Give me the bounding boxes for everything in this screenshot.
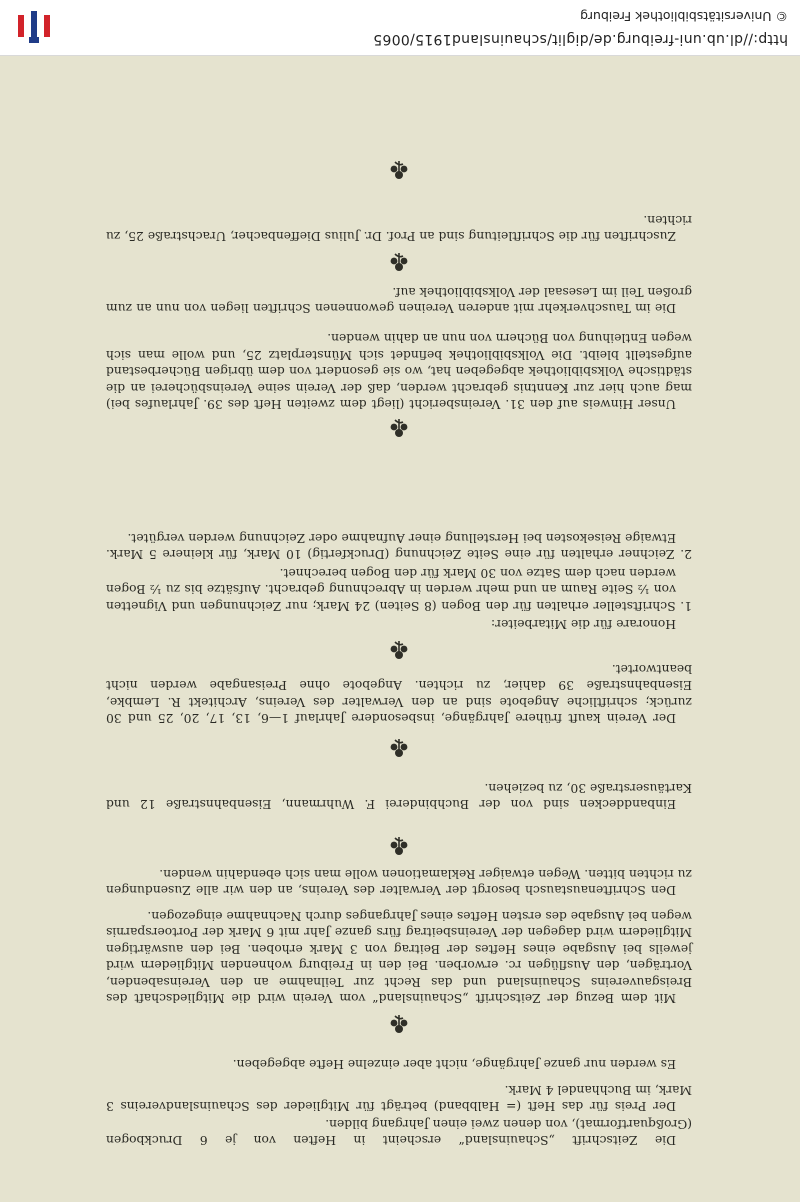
floral-ornament-icon: [386, 1012, 412, 1038]
ub-freiburg-logo: [14, 7, 54, 47]
paragraph-volumes: Es werden nur ganze Jahrgänge, nicht aber einzelne Hefte abgegeben.: [232, 1057, 676, 1071]
floral-ornament-icon: [386, 834, 412, 860]
paragraph-exchange: Den Schriftenaustausch besorgt der Verwalter des Vereins, an den wir alle Zusendungen zu richten bitten. Wegen etwaiger Reklamationen wolle man sich ebendahin wenden.: [106, 866, 692, 897]
digitization-footer: [0, 0, 800, 56]
paragraph-binding: Einbanddecken sind von der Buchbinderei F. Wuhrmann, Eisenbahnstraße 12 und Kartäuserstraße 30, zu beziehen.: [106, 780, 692, 811]
library-credit: © Universitätsbibliothek Freiburg: [580, 9, 788, 24]
paragraph-reading-room: Die im Tauschverkehr mit anderen Vereinen gewonnenen Schriften liegen von nun an zum großen Teil im Lesesaal der Volksbibliothek auf.: [106, 284, 692, 315]
paragraph-price: Der Preis für das Heft (= Halbband) beträgt für Mitglieder des Schauinslandvereins 3 Mark, im Buchhandel 4 Mark.: [106, 1082, 692, 1113]
source-url[interactable]: http://dl.ub.uni-freiburg.de/diglit/schauinsland1915/0065: [372, 31, 788, 47]
honorare-title: Honorare für die Mitarbeiter:: [491, 617, 676, 631]
paragraph-journal: Die Zeitschrift „Schauinsland“ erscheint in Heften von je 6 Druckbogen (Großquartformat), von denen zwei einen Jahrgang bilden.: [106, 1116, 692, 1147]
honorare-item-2: 2. Zeichner erhalten für eine Seite Zeichnung (Druckfertig) 10 Mark, für kleinere 5 Mark. Etwaige Reisekosten bei Herstellung einer Aufnahme oder Zeichnung werden vergütet.: [106, 530, 692, 562]
honorare-item-1: 1. Schriftsteller erhalten für den Bogen (8 Seiten) 24 Mark; nur Zeichnungen und Vignetten von ½ Seite Raum an und mehr werden in Abrechnung gebracht. Aufsätze bis zu ½ Bogen werden nach dem Satze von 30 Mark für den Bogen berechnet.: [106, 565, 692, 613]
floral-ornament-icon: [386, 638, 412, 664]
paragraph-buyback: Der Verein kauft frühere Jahrgänge, insbesondere Jahrlauf 1—6, 13, 17, 20, 25 und 30 zurück; schriftliche Angebote sind an den Verwalter des Vereins, Architekt R. Lembke, Eisenbahnstraße 39 dahier, zu richten. Angebote ohne Preisangabe werden nicht beantwortet.: [106, 661, 692, 725]
floral-ornament-icon: [386, 416, 412, 442]
floral-ornament-icon: [386, 736, 412, 762]
floral-ornament-icon: [386, 158, 412, 184]
section-honorare: [106, 530, 692, 632]
paragraph-membership: Mit dem Bezug der Zeitschrift „Schauinsland“ vom Verein wird die Mitgliedschaft des Breisgauvereins Schauinsland und das Recht zur Teilnahme an den Vereinsabenden, Vorträgen, den Ausflügen rc. erworben. Bei den in Freiburg wohnenden Mitgliedern wird jeweils bei Ausgabe eines Heftes der Beitrag von 3 Mark erhoben. Bei den auswärtigen Mitgliedern wird dagegen der Vereinsbeitrag fürs ganze Jahr mit 6 Mark der Portoersparnis wegen bei Ausgabe des ersten Heftes eines Jahrganges durch Nachnahme eingezogen.: [106, 908, 692, 1005]
paragraph-library: Unser Hinweis auf den 31. Vereinsbericht (liegt dem zweiten Heft des 39. Jahrlaufes bei) mag auch hier zur Kenntnis gebracht werden, daß der Verein seine Vereinsbücherei an die städtische Volksbibliothek abgegeben hat, wo sie gesondert von dem übrigen Bücherbestand aufgestellt bleibt. Die Volksbibliothek befindet sich Münsterplatz 25, und wolle man sich wegen Entleihung von Büchern von nun an dahin wenden.: [106, 331, 692, 411]
paragraph-editorial: Zuschriften für die Schriftleitung sind an Prof. Dr. Julius Dieffenbacher, Urachstraße 25, zu richten.: [106, 212, 692, 243]
scanned-page: [0, 56, 800, 1202]
floral-ornament-icon: [386, 250, 412, 276]
